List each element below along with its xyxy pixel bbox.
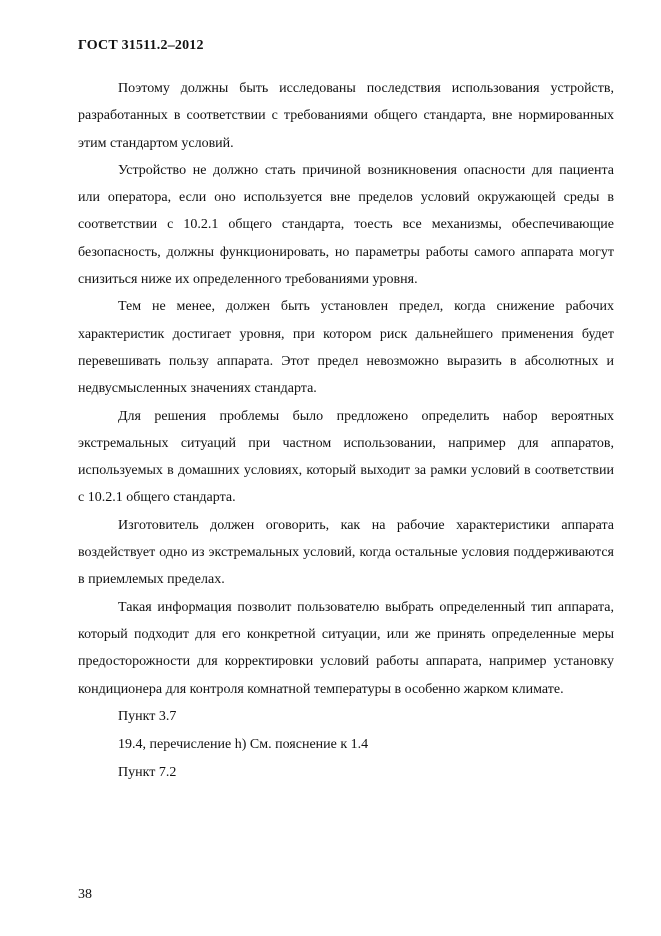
document-header: ГОСТ 31511.2–2012 [78,38,204,53]
document-body [78,75,614,787]
clause-reference-7-2: Пункт 7.2 [118,764,177,780]
clause-reference-19-4: 19.4, перечисление h) См. пояснение к 1.4 [118,736,369,752]
page-number: 38 [78,887,92,902]
paragraph-manufacturer-spec: Изготовитель должен оговорить, как на рабочие характеристики аппарата воздействует одно из экстремальных условий, когда остальные условия поддерживаются в приемлемых пределах. [78,517,614,588]
paragraph-extreme-situations: Для решения проблемы было предложено определить набор вероятных экстремальных ситуаций при частном использовании, например для аппаратов, используемых в домашних условиях, который выходит за рамки условий в соответствии с 10.2.1 общего стандарта. [78,408,614,506]
paragraph-user-information: Такая информация позволит пользователю выбрать определенный тип аппарата, который подходит для его конкретной ситуации, или же принять определенные меры предосторожности для корректировки условий работы аппарата, например установку кондиционера для контроля комнатной температуры в особенно жарком климате. [78,599,614,697]
clause-reference-3-7: Пункт 3.7 [118,708,177,724]
paragraph-performance-limit: Тем не менее, должен быть установлен предел, когда снижение рабочих характеристик достигает уровня, при котором риск дальнейшего применения будет перевешивать пользу аппарата. Этот предел невозможно выразить в абсолютных и недвусмысленных значениях стандарта. [78,299,614,397]
paragraph-consequences: Поэтому должны быть исследованы последствия использования устройств, разработанных в соответствии с требованиями общего стандарта, вне нормированных этим стандартом условий. [78,81,614,151]
paragraph-device-hazard: Устройство не должно стать причиной возникновения опасности для пациента или оператора, если оно используется вне пределов условий окружающей среды в соответствии с 10.2.1 общего стандарта, тоесть все механизмы, обеспечивающие безопасность, должны функционировать, но параметры работы самого аппарата могут снизиться ниже их определенного требованиями уровня. [78,162,614,288]
